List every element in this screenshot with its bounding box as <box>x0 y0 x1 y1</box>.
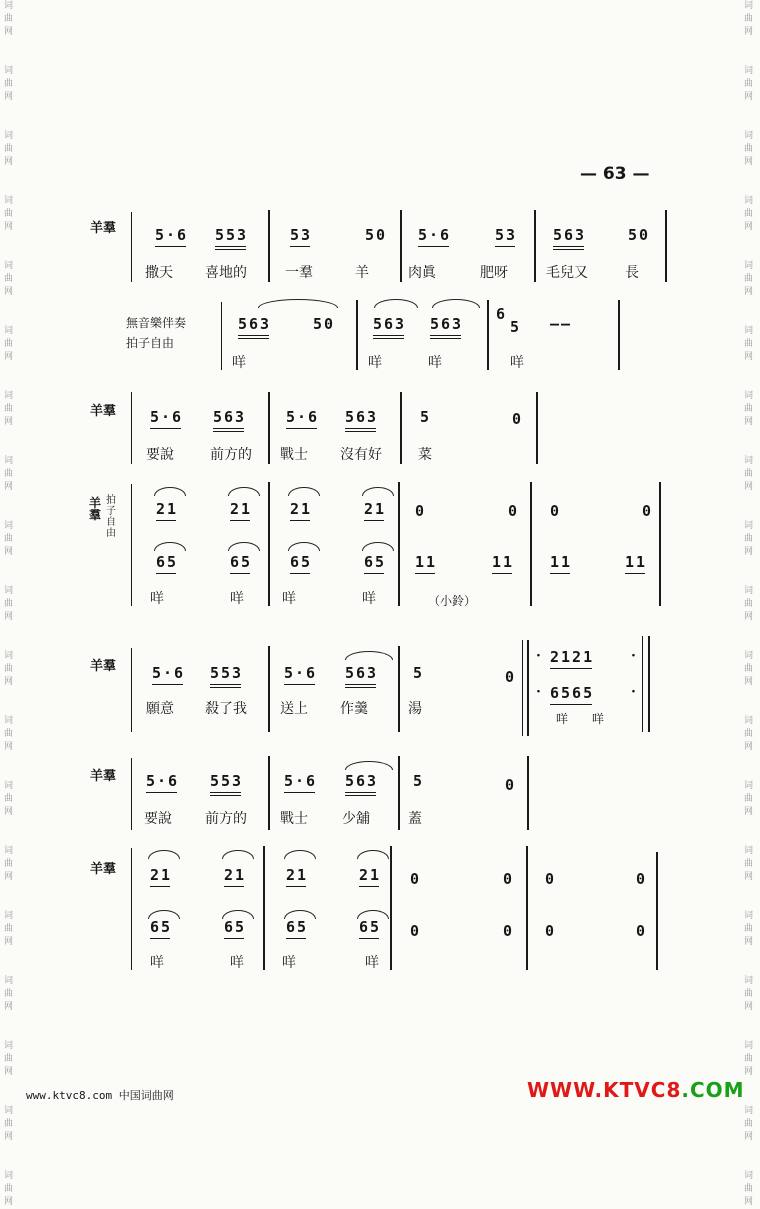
barline <box>263 846 265 970</box>
note-group: 2121 <box>550 648 595 666</box>
instrument-note: （小鈴） <box>428 594 477 608</box>
performance-note-no-accompaniment: 無音樂伴奏 <box>126 316 187 330</box>
rest: 0 <box>636 922 648 940</box>
note-group: 563 <box>345 408 379 426</box>
barline <box>618 300 620 370</box>
lyric: 咩 <box>282 591 296 607</box>
slur <box>148 850 180 859</box>
note-group: 5·6 <box>286 408 320 426</box>
barline <box>536 392 538 464</box>
rest: 0 <box>545 922 557 940</box>
system-bracket <box>221 302 222 370</box>
footer-logo-tld: .COM <box>681 1078 745 1102</box>
lyric: 咩 <box>365 955 379 971</box>
note-group: 553 <box>210 772 244 790</box>
rest: 0 <box>545 870 557 888</box>
footer-site-link[interactable]: www.ktvc8.com 中国词曲网 <box>26 1089 174 1102</box>
barline <box>398 756 400 830</box>
system-bracket <box>131 212 132 282</box>
slur <box>228 542 260 551</box>
slur <box>345 761 393 770</box>
repeat-barline <box>642 636 643 732</box>
lyric: 咩 <box>150 591 164 607</box>
lyric: 咩 <box>150 955 164 971</box>
note-group: 65 <box>150 918 173 936</box>
lyric: 咩 <box>232 355 246 371</box>
note-group: 53 <box>495 226 518 244</box>
slur <box>284 850 316 859</box>
note-group: 5 <box>510 318 522 336</box>
barline <box>534 210 536 282</box>
lyric: 喜地的 <box>205 265 247 281</box>
repeat-barline <box>522 640 523 736</box>
note-group: 0 <box>512 410 524 428</box>
part-label: 羊羣 <box>90 862 117 877</box>
part-label: 羊羣 <box>90 221 117 236</box>
note-group: 553 <box>210 664 244 682</box>
note-group: 21 <box>290 500 313 518</box>
rest: 0 <box>550 502 562 520</box>
lyric: 毛兒又 <box>546 265 588 281</box>
lyric: 戰士 <box>280 447 308 463</box>
note-group: 563 <box>553 226 587 244</box>
system-bracket <box>131 848 132 970</box>
note-group: 50 <box>313 315 336 333</box>
rest: 0 <box>505 668 517 686</box>
footer-logo[interactable] <box>527 1078 745 1102</box>
note-group: 563 <box>373 315 407 333</box>
part-label: 羊羣 <box>90 769 117 784</box>
barline <box>398 646 400 732</box>
lyric: 咩 <box>592 712 605 726</box>
note-group: 563 <box>345 664 379 682</box>
lyric: 咩 <box>282 955 296 971</box>
lyric: 少舖 <box>342 811 370 827</box>
note-group: 5 <box>413 772 425 790</box>
system-bracket <box>131 392 132 464</box>
slur <box>357 850 389 859</box>
note-group: 5·6 <box>150 408 184 426</box>
rest: 0 <box>503 922 515 940</box>
lyric: 作羹 <box>340 701 368 717</box>
part-label: 羊羣 <box>90 659 117 674</box>
barline <box>659 482 661 606</box>
note-group: 5 <box>413 664 425 682</box>
barline <box>487 300 489 370</box>
barline <box>268 756 270 830</box>
part-label: 羊羣 <box>90 404 117 419</box>
lyric: 肥呀 <box>480 265 508 281</box>
note-group: 5·6 <box>152 664 186 682</box>
lyric: 咩 <box>510 355 524 371</box>
note-group: 11 <box>550 553 573 571</box>
rest: 0 <box>636 870 648 888</box>
note-group: 21 <box>150 866 173 884</box>
barline <box>400 210 402 282</box>
note-group: 5·6 <box>155 226 189 244</box>
barline <box>268 210 270 282</box>
lyric: 長 <box>625 265 639 281</box>
note-group: 50 <box>365 226 388 244</box>
note-group: 65 <box>224 918 247 936</box>
note-group: 65 <box>156 553 179 571</box>
rest: 0 <box>410 922 422 940</box>
slur <box>374 299 418 308</box>
lyric: 撒天 <box>145 265 173 281</box>
repeat-barline <box>527 640 529 736</box>
slur <box>362 487 394 496</box>
barline <box>268 482 270 606</box>
note-group: 563 <box>238 315 272 333</box>
note-group: 6565 <box>550 684 595 702</box>
lyric: 湯 <box>408 701 422 717</box>
note-group: 5·6 <box>418 226 452 244</box>
note-group: 65 <box>286 918 309 936</box>
slur <box>288 487 320 496</box>
note-group: 21 <box>364 500 387 518</box>
sustain-dash: —— <box>550 315 573 333</box>
lyric: 蓋 <box>408 811 422 827</box>
lyric: 沒有好 <box>340 447 382 463</box>
barline <box>268 392 270 464</box>
part-label: 羊 羣 <box>88 496 101 522</box>
barline <box>656 852 658 970</box>
watermark-column-right: 词 曲 网 词 曲 网 词 曲 网 词 曲 网 词 曲 网 词 曲 网 词 曲 网 词 曲 网 词 曲 网 词 曲 网 词 曲 网 词 曲 网 词 曲 网 词 曲 网 词 曲 网 词 曲 网 词 曲 网 词 曲 网 词 曲 网 <box>744 1 754 1207</box>
lyric: 要說 <box>144 811 172 827</box>
note-group: 5·6 <box>284 772 318 790</box>
performance-note-free-beat: 拍 子 自 由 <box>106 495 116 539</box>
barline <box>400 392 402 464</box>
system-bracket <box>131 758 132 830</box>
barline <box>526 846 528 970</box>
lyric: 前方的 <box>210 447 252 463</box>
barline <box>268 646 270 732</box>
rest: 0 <box>503 870 515 888</box>
note-group: 563 <box>430 315 464 333</box>
lyric: 前方的 <box>205 811 247 827</box>
slur <box>362 542 394 551</box>
repeat-dot: · <box>536 684 541 700</box>
note-group: 21 <box>156 500 179 518</box>
slur <box>432 299 480 308</box>
note-group: 553 <box>215 226 249 244</box>
slur <box>258 299 338 308</box>
slur <box>345 651 393 660</box>
lyric: 菜 <box>418 447 432 463</box>
note-group: 21 <box>224 866 247 884</box>
rest: 0 <box>415 502 427 520</box>
rest: 0 <box>410 870 422 888</box>
lyric: 咩 <box>230 591 244 607</box>
repeat-barline <box>648 636 650 732</box>
performance-note-free-beat: 拍子自由 <box>126 336 175 350</box>
note-group: 53 <box>290 226 313 244</box>
note-group: 65 <box>290 553 313 571</box>
lyric: 咩 <box>428 355 442 371</box>
lyric: 肉眞 <box>408 265 436 281</box>
note-group: 65 <box>364 553 387 571</box>
note-group: 5·6 <box>284 664 318 682</box>
repeat-dot: · <box>631 648 636 664</box>
lyric: 殺了我 <box>205 701 247 717</box>
lyric: 咩 <box>362 591 376 607</box>
rest: 0 <box>642 502 654 520</box>
lyric: 願意 <box>146 701 174 717</box>
slur <box>154 487 186 496</box>
note-group: 5·6 <box>146 772 180 790</box>
barline <box>527 756 529 830</box>
page-number: — 63 — <box>580 164 650 184</box>
lyric: 戰士 <box>280 811 308 827</box>
barline <box>390 846 392 970</box>
repeat-dot: · <box>631 684 636 700</box>
watermark-column-left: 词 曲 网 词 曲 网 词 曲 网 词 曲 网 词 曲 网 词 曲 网 词 曲 网 词 曲 网 词 曲 网 词 曲 网 词 曲 网 词 曲 网 词 曲 网 词 曲 网 词 曲 网 词 曲 网 词 曲 网 词 曲 网 词 曲 网 <box>4 1 14 1207</box>
lyric: 要說 <box>146 447 174 463</box>
note-group: 50 <box>628 226 651 244</box>
note-group: 5 <box>420 408 432 426</box>
note-group: 65 <box>359 918 382 936</box>
lyric: 一羣 <box>285 265 313 281</box>
note-group: 21 <box>230 500 253 518</box>
note-group: 11 <box>492 553 515 571</box>
rest: 0 <box>505 776 517 794</box>
lyric: 咩 <box>556 712 569 726</box>
note-group: 21 <box>286 866 309 884</box>
slur <box>288 542 320 551</box>
lyric: 咩 <box>230 955 244 971</box>
slur <box>222 850 254 859</box>
slur <box>154 542 186 551</box>
lyric: 咩 <box>368 355 382 371</box>
note-group: 65 <box>230 553 253 571</box>
repeat-dot: · <box>536 648 541 664</box>
note-group: 11 <box>415 553 438 571</box>
note-group: 21 <box>359 866 382 884</box>
system-bracket <box>131 648 132 732</box>
barline <box>356 300 358 370</box>
lyric: 羊 <box>355 265 369 281</box>
note-group: 563 <box>345 772 379 790</box>
slur <box>228 487 260 496</box>
rest: 0 <box>508 502 520 520</box>
lyric: 送上 <box>280 701 308 717</box>
note-group: 11 <box>625 553 648 571</box>
system-bracket <box>131 484 132 606</box>
barline <box>530 482 532 606</box>
footer-logo-main: WWW.KTVC8 <box>527 1078 682 1102</box>
note-grace: 6 <box>496 305 508 323</box>
barline <box>398 482 400 606</box>
barline <box>665 210 667 282</box>
note-group: 563 <box>213 408 247 426</box>
